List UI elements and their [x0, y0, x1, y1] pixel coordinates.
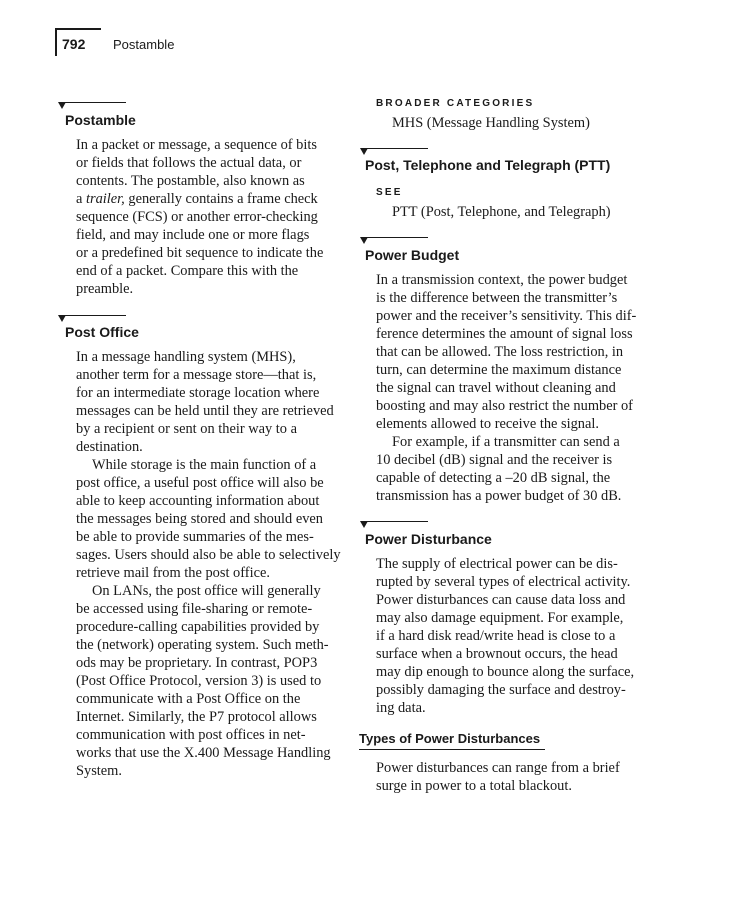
- triangle-marker-icon: [360, 521, 368, 528]
- text-line: if a hard disk read/write head is close to a: [376, 628, 616, 644]
- text-line: procedure-calling capabilities provided by: [76, 619, 320, 635]
- text-line: In a message handling system (MHS),: [76, 349, 296, 365]
- text-line: the signal can travel without cleaning and: [376, 380, 616, 396]
- text-line: sequence (FCS) or another error-checking: [76, 209, 318, 225]
- sub-heading-types: Types of Power Disturbances: [359, 731, 541, 746]
- text-line: rupted by several types of electrical activity.: [376, 574, 631, 590]
- text-line: contents. The postamble, also known as: [76, 173, 305, 189]
- paragraph: [76, 582, 346, 780]
- text-line: surge in power to a total blackout.: [376, 778, 572, 794]
- text-line: be able to provide summaries of the mes-: [76, 529, 314, 545]
- header-rule-horizontal: [55, 28, 101, 30]
- post-office-body: [76, 348, 346, 780]
- paragraph: [376, 271, 648, 433]
- text-line: sages. Users should also be able to selectively: [76, 547, 341, 563]
- text-line: In a packet or message, a sequence of bits: [76, 137, 317, 153]
- text-line: is the difference between the transmitter’s: [376, 290, 618, 306]
- postamble-body: [76, 136, 346, 298]
- text-line: retrieve mail from the post office.: [76, 565, 270, 581]
- text-line: communicate with a Post Office on the: [76, 691, 301, 707]
- see-value: PTT (Post, Telephone, and Telegraph): [392, 204, 611, 220]
- text-line: or fields that follows the actual data, or: [76, 155, 302, 171]
- entry-heading-power-budget: Power Budget: [365, 247, 460, 263]
- running-title: Postamble: [113, 37, 175, 52]
- text-line: Power disturbances can cause data loss and: [376, 592, 626, 608]
- text-line: ods may be proprietary. In contrast, POP3: [76, 655, 318, 671]
- text-line: or a predefined bit sequence to indicate the: [76, 245, 324, 261]
- page-number: 792: [62, 36, 86, 52]
- text-line: possibly damaging the surface and destroy-: [376, 682, 626, 698]
- marker-rule: [364, 148, 428, 149]
- text-line: messages can be held until they are retrieved: [76, 403, 334, 419]
- text-line: Internet. Similarly, the P7 protocol allows: [76, 709, 317, 725]
- text-line: communication with post offices in net-: [76, 727, 306, 743]
- text-line: ference determines the amount of signal loss: [376, 326, 633, 342]
- text-line: elements allowed to receive the signal.: [376, 416, 599, 432]
- triangle-marker-icon: [360, 237, 368, 244]
- text-line: able to keep accounting information about: [76, 493, 320, 509]
- header-rule-vertical: [55, 28, 57, 56]
- paragraph: [376, 433, 648, 505]
- text-line: System.: [76, 763, 122, 779]
- text-line: In a transmission context, the power budget: [376, 272, 628, 288]
- text-run: a: [76, 191, 86, 207]
- text-line: may dip enough to bounce along the surface,: [376, 664, 635, 680]
- see-label: SEE: [376, 187, 403, 198]
- text-line: power and the receiver’s sensitivity. This dif-: [376, 308, 637, 324]
- text-line: may also damage equipment. For example,: [376, 610, 624, 626]
- power-budget-body: [376, 271, 648, 505]
- text-line: the (network) operating system. Such meth-: [76, 637, 329, 653]
- marker-rule: [62, 102, 126, 103]
- text-line: surface when a brownout occurs, the head: [376, 646, 618, 662]
- triangle-marker-icon: [360, 148, 368, 155]
- entry-heading-power-disturbance: Power Disturbance: [365, 531, 492, 547]
- text-line: capable of detecting a –20 dB signal, the: [376, 470, 611, 486]
- text-line: be accessed using file-sharing or remote-: [76, 601, 313, 617]
- text-line: preamble.: [76, 281, 134, 297]
- text-line: by a recipient or sent on their way to a: [76, 421, 297, 437]
- text-line: ing data.: [376, 700, 426, 716]
- text-run: generally contains a frame check: [124, 191, 318, 207]
- text-line: end of a packet. Compare this with the: [76, 263, 299, 279]
- broader-categories-value: MHS (Message Handling System): [392, 115, 590, 131]
- marker-rule: [364, 521, 428, 522]
- text-line: The supply of electrical power can be dis-: [376, 556, 618, 572]
- text-line: that can be allowed. The loss restriction, in: [376, 344, 624, 360]
- text-line: (Post Office Protocol, version 3) is used to: [76, 673, 322, 689]
- marker-rule: [364, 237, 428, 238]
- text-line: boosting and may also restrict the number of: [376, 398, 633, 414]
- term-trailer: trailer,: [86, 191, 125, 207]
- text-line: Power disturbances can range from a brief: [376, 760, 620, 776]
- text-line: field, and may include one or more flags: [76, 227, 310, 243]
- power-disturbance-body: [376, 555, 648, 717]
- text-line: post office, a useful post office will also be: [76, 475, 324, 491]
- text-line: another term for a message store—that is,: [76, 367, 317, 383]
- text-line: the messages being stored and should even: [76, 511, 323, 527]
- text-line: While storage is the main function of a: [92, 457, 317, 473]
- broader-categories-label: BROADER CATEGORIES: [376, 98, 535, 109]
- entry-heading-ptt: Post, Telephone and Telegraph (PTT): [365, 157, 611, 173]
- power-disturbance-types-body: [376, 759, 648, 795]
- entry-heading-postamble: Postamble: [65, 112, 136, 128]
- triangle-marker-icon: [58, 102, 66, 109]
- text-line: works that use the X.400 Message Handling: [76, 745, 331, 761]
- text-line: [76, 190, 346, 208]
- sub-heading-rule: [359, 749, 545, 750]
- text-line: turn, can determine the maximum distance: [376, 362, 622, 378]
- paragraph: [76, 456, 346, 582]
- text-line: transmission has a power budget of 30 dB.: [376, 488, 622, 504]
- text-line: For example, if a transmitter can send a: [392, 434, 620, 450]
- text-line: destination.: [76, 439, 143, 455]
- text-line: On LANs, the post office will generally: [92, 583, 321, 599]
- text-line: 10 decibel (dB) signal and the receiver is: [376, 452, 613, 468]
- entry-heading-post-office: Post Office: [65, 324, 139, 340]
- text-line: for an intermediate storage location where: [76, 385, 320, 401]
- paragraph: [76, 348, 346, 456]
- marker-rule: [62, 315, 126, 316]
- triangle-marker-icon: [58, 315, 66, 322]
